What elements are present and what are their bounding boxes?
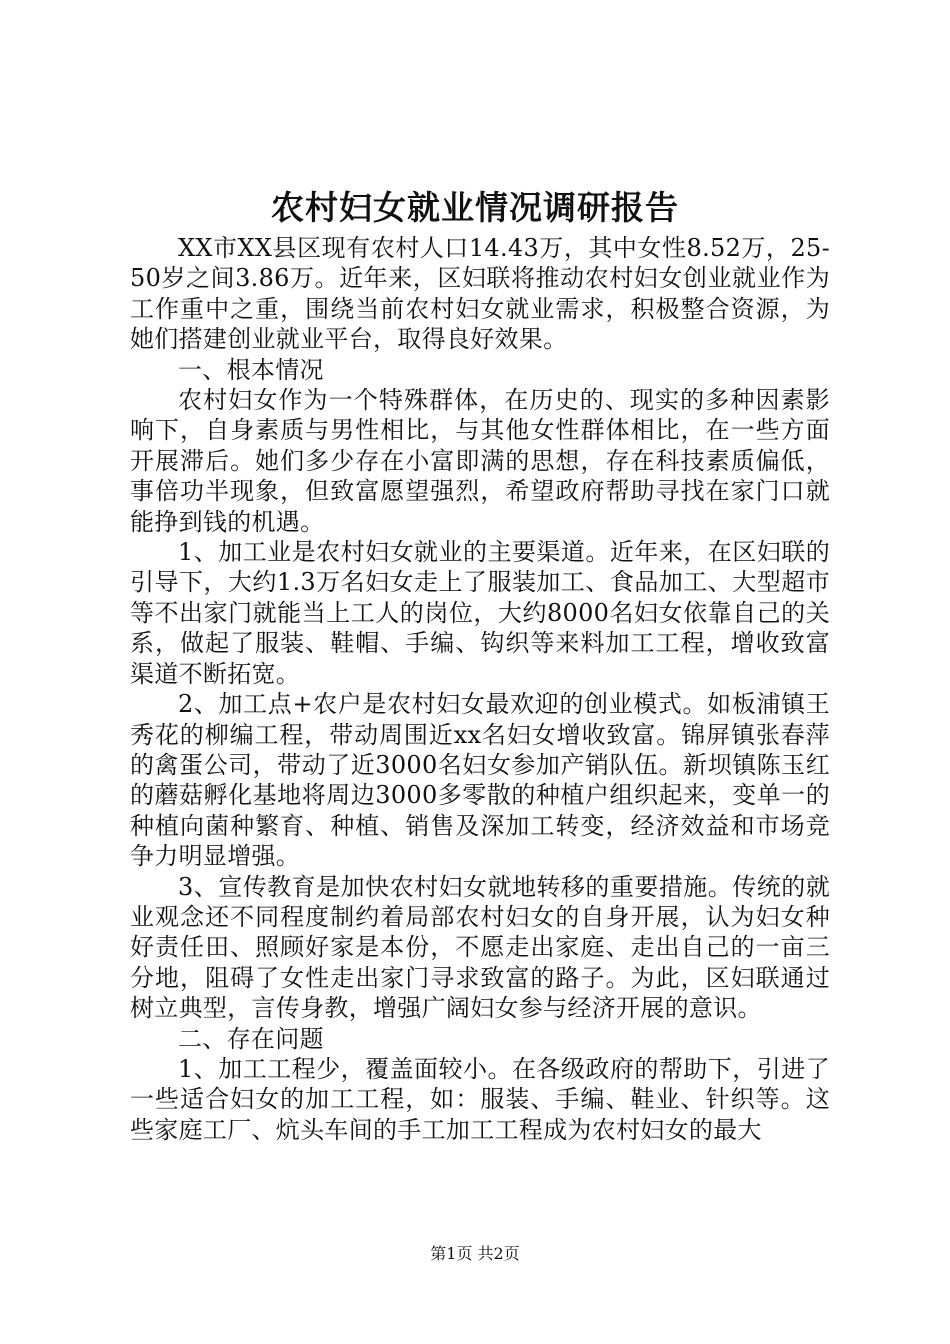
- paragraph-problem-1: 1、加工工程少，覆盖面较小。在各级政府的帮助下，引进了一些适合妇女的加工工程，如：服装、手编、鞋业、针织等。这些家庭工厂、炕头车间的手工加工工程成为农村妇女的最大: [130, 1054, 830, 1144]
- document-title: 农村妇女就业情况调研报告: [271, 188, 679, 227]
- section-heading-basic-situation: 一、根本情况: [178, 355, 324, 384]
- document-body: [130, 233, 830, 1145]
- paragraph-item-3: 3、宣传教育是加快农村妇女就地转移的重要措施。传统的就业观念还不同程度制约着局部农村妇女的自身开展，认为妇女种好责任田、照顾好家是本份，不愿走出家庭、走出自己的一亩三分地，阻碍了女性走出家门寻求致富的路子。为此，区妇联通过树立典型，言传身教，增强广阔妇女参与经济开展的意识。: [130, 872, 830, 1023]
- page-number-footer: 第1页 共2页: [430, 1244, 520, 1263]
- paragraph-item-2: 2、加工点+农户是农村妇女最欢迎的创业模式。如板浦镇王秀花的柳编工程，带动周围近xx名妇女增收致富。锦屏镇张春萍的禽蛋公司，带动了近3000名妇女参加产销队伍。新坝镇陈玉红的蘑菇孵化基地将周边3000多零散的种植户组织起来，变单一的种植向菌种繁育、种植、销售及深加工转变，经济效益和市场竞争力明显增强。: [130, 690, 830, 871]
- intro-paragraph: XX市XX县区现有农村人口14.43万，其中女性8.52万，25-50岁之间3.86万。近年来，区妇联将推动农村妇女创业就业作为工作重中之重，围绕当前农村妇女就业需求，积极整合资源，为她们搭建创业就业平台，取得良好效果。: [130, 234, 830, 354]
- paragraph-item-1: 1、加工业是农村妇女就业的主要渠道。近年来，在区妇联的引导下，大约1.3万名妇女走上了服装加工、食品加工、大型超市等不出家门就能当上工人的岗位，大约8000名妇女依靠自己的关系，做起了服装、鞋帽、手编、钩织等来料加工工程，增收致富渠道不断拓宽。: [130, 538, 830, 688]
- paragraph-background: 农村妇女作为一个特殊群体，在历史的、现实的多种因素影响下，自身素质与男性相比，与其他女性群体相比，在一些方面开展滞后。她们多少存在小富即满的思想，存在科技素质偏低，事倍功半现象，但致富愿望强烈，希望政府帮助寻找在家门口就能挣到钱的机遇。: [130, 386, 830, 536]
- section-heading-problems: 二、存在问题: [178, 1024, 324, 1053]
